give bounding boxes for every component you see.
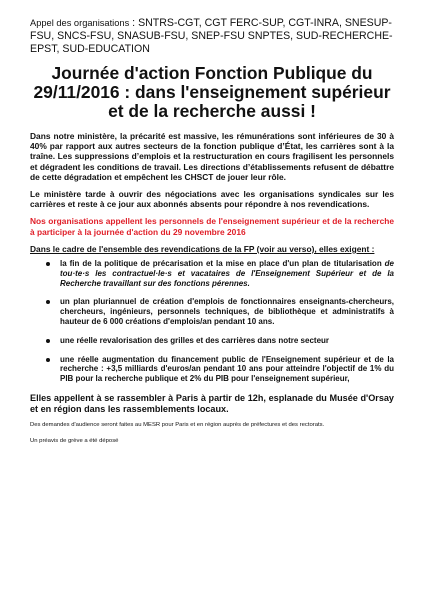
- header-separator: :: [129, 17, 139, 29]
- demand-text: un plan pluriannuel de création d'emplois de fonctionnaires enseignants-chercheurs, chercheurs, ingénieurs, personnels techniques, de bibliothèque et administratifs à hauteur de 6 000 créations d'emplois/an pendant 10 ans.: [60, 297, 394, 327]
- intro-paragraph: Dans notre ministère, la précarité est massive, les rémunérations sont inférieures de 30 à 40% par rapport aux autres secteurs de la fonction publique d’État, les carrières sont à la traîne. Les suppressions d’emplois et la restructuration en cours fragilisent les personnels et dégradent les conditions de travail. Les directions d’établissements refusent de débattre de cette dégradation et empêchent les CHSCT de jouer leur rôle.: [30, 131, 394, 182]
- demands-list: [30, 259, 394, 384]
- bullet-icon: [46, 300, 50, 304]
- list-item: [46, 297, 394, 326]
- list-item: [46, 355, 394, 384]
- audience-note: Des demandes d'audience seront faites au MESR pour Paris et en région auprès de préfectures et des rectorats.: [30, 422, 325, 428]
- header-lead: Appel des organisations: [30, 18, 130, 28]
- header-org-list: SNTRS-CGT, CGT FERC-SUP, CGT-INRA, SNESUP-FSU, SNCS-FSU, SNASUB-FSU, SNEP-FSU SNPTES, SUD-RECHERCHE-EPST, SUD-EDUCATION: [30, 17, 393, 55]
- header-organizations: [30, 17, 394, 56]
- bullet-icon: [46, 262, 50, 266]
- bullet-icon: [46, 358, 50, 362]
- bullet-icon: [46, 339, 50, 343]
- list-item: [46, 336, 394, 346]
- call-to-action-paragraph: Nos organisations appellent les personnels de l'enseignement supérieur et de la recherche à participer à la journée d'action du 29 novembre 2016: [30, 216, 394, 237]
- demands-heading: Dans le cadre de l'ensemble des revendications de la FP (voir au verso), elles exigent :: [30, 243, 375, 254]
- demand-text-italic: de tou·te·s les contractuel·le·s et vacataires de l'Enseignement Supérieur et de la Recherche travaillant sur des fonctions pérennes.: [60, 259, 394, 288]
- strike-notice-note: Un préavis de grève a été déposé: [30, 437, 119, 444]
- list-item: [46, 259, 394, 288]
- demand-text: une réelle augmentation du financement public de l'Enseignement supérieur et de la recherche : +3,5 milliards d'euros/an pendant 10 ans pour atteindre l'objectif de 1% du PIB pour la recherche publique et 2% du PIB pour l'enseignement supérieur,: [60, 354, 394, 384]
- page-title: Journée d'action Fonction Publique du 29/11/2016 : dans l'enseignement supérieur et de la recherche aussi !: [33, 63, 391, 121]
- demand-text: la fin de la politique de précarisation et la mise en place d'un plan de titularisation: [60, 259, 385, 269]
- closing-paragraph: Elles appellent à se rassembler à Paris à partir de 12h, esplanade du Musée d'Orsay et en région dans les rassemblements locaux.: [30, 393, 394, 414]
- ministry-paragraph: Le ministère tarde à ouvrir des négociations avec les organisations syndicales sur les carrières et reste à ce jour aux abonnés absents pour répondre à nos revendications.: [30, 189, 394, 210]
- demand-text: une réelle revalorisation des grilles et des carrières dans notre secteur: [60, 335, 330, 345]
